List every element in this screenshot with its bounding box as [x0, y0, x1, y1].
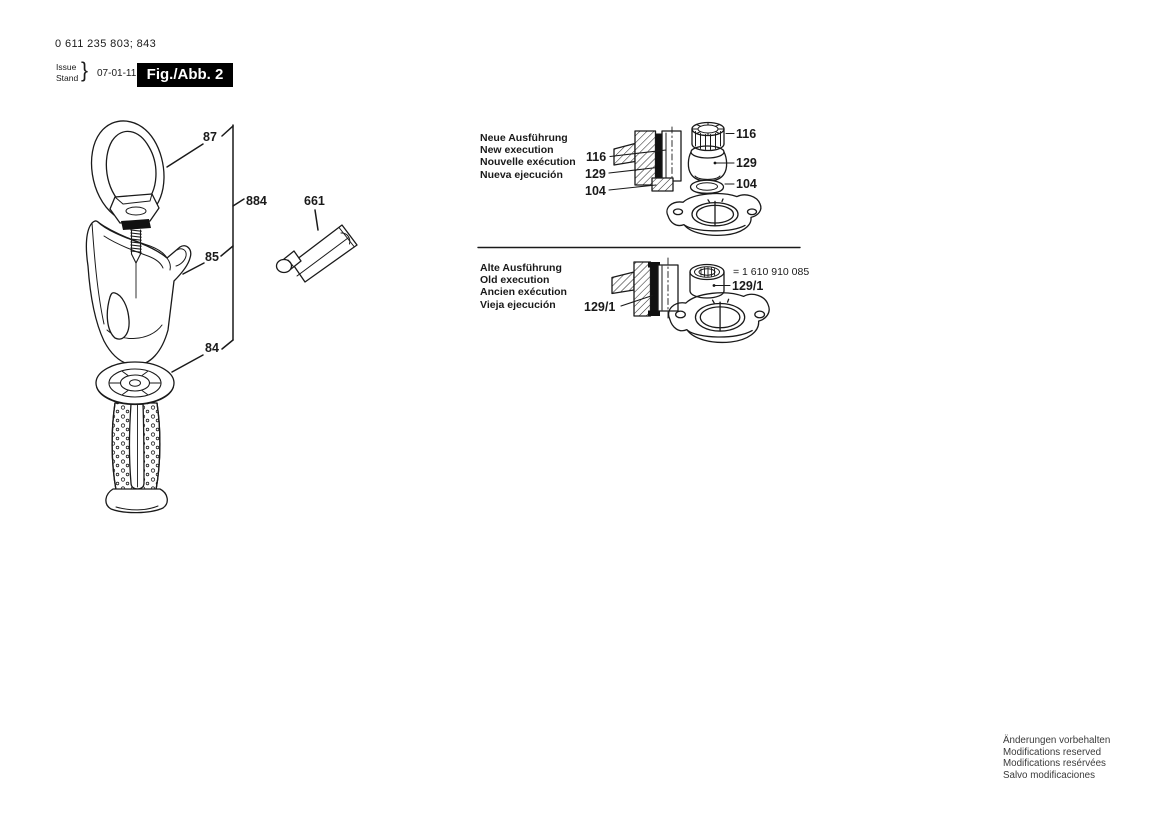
new-execution-title-de: Neue Ausführung: [480, 132, 568, 144]
new-execution-title-es: Nueva ejecución: [480, 168, 563, 181]
callout-new-left-104: 104: [585, 184, 606, 198]
stand-label: Stand: [56, 72, 79, 83]
callout-new-left-116: 116: [586, 150, 607, 164]
handle-strap-drawing: [92, 121, 165, 230]
callout-new-left-129: 129: [585, 167, 606, 181]
old-execution-cross-section: [612, 258, 678, 318]
figure-label: Fig./Abb. 2: [146, 66, 224, 83]
new-execution-cross-section: [609, 127, 681, 191]
callout-new-right-104: 104: [736, 177, 757, 191]
replacement-part-reference: = 1 610 910 085: [733, 266, 810, 278]
callout-assembly-884: 884: [246, 194, 267, 208]
new-execution-title-fr: Nouvelle exécution: [480, 156, 576, 169]
new-execution-flange-drawing: [667, 194, 761, 236]
old-execution-flange-drawing: [669, 293, 770, 343]
document-number: 0 611 235 803; 843: [55, 38, 157, 50]
notice-de: Änderungen vorbehalten: [1003, 735, 1111, 746]
old-execution-title-fr: Ancien exécution: [480, 286, 567, 299]
issue-label: Issue: [56, 62, 77, 72]
callout-grease-tube-661: 661: [304, 194, 325, 208]
callout-clamp-85: 85: [205, 250, 219, 264]
old-execution-title-de: Alte Ausführung: [480, 262, 562, 274]
new-execution-ring-104: [691, 180, 735, 194]
modifications-notice: [1003, 735, 1110, 781]
new-execution-sleeve-129: [688, 146, 734, 181]
issue-date: 07-01-11: [97, 68, 137, 79]
new-execution-title-en: New execution: [480, 144, 554, 157]
old-execution-title-es: Vieja ejecución: [480, 298, 556, 311]
side-handle-grip-drawing: [96, 362, 174, 513]
notice-en: Modifications reserved: [1003, 746, 1102, 758]
callout-old-right-129-1: 129/1: [732, 279, 764, 293]
callout-old-left-129-1: 129/1: [584, 300, 616, 314]
callout-new-right-129: 129: [736, 156, 757, 170]
grease-tube-drawing: [277, 225, 358, 282]
old-execution-title-block: [480, 262, 567, 311]
issue-stand-brace: }: [81, 59, 89, 82]
new-execution-title-block: [480, 132, 576, 181]
issue-stand-labels: [56, 62, 78, 83]
old-execution-title-en: Old execution: [480, 274, 550, 287]
callout-strap-87: 87: [203, 130, 217, 144]
notice-es: Salvo modificaciones: [1003, 769, 1096, 781]
callout-handle-84: 84: [205, 341, 219, 355]
figure-label-box: [137, 63, 233, 87]
callout-new-right-116: 116: [736, 127, 757, 141]
notice-fr: Modifications resérvées: [1003, 758, 1106, 770]
